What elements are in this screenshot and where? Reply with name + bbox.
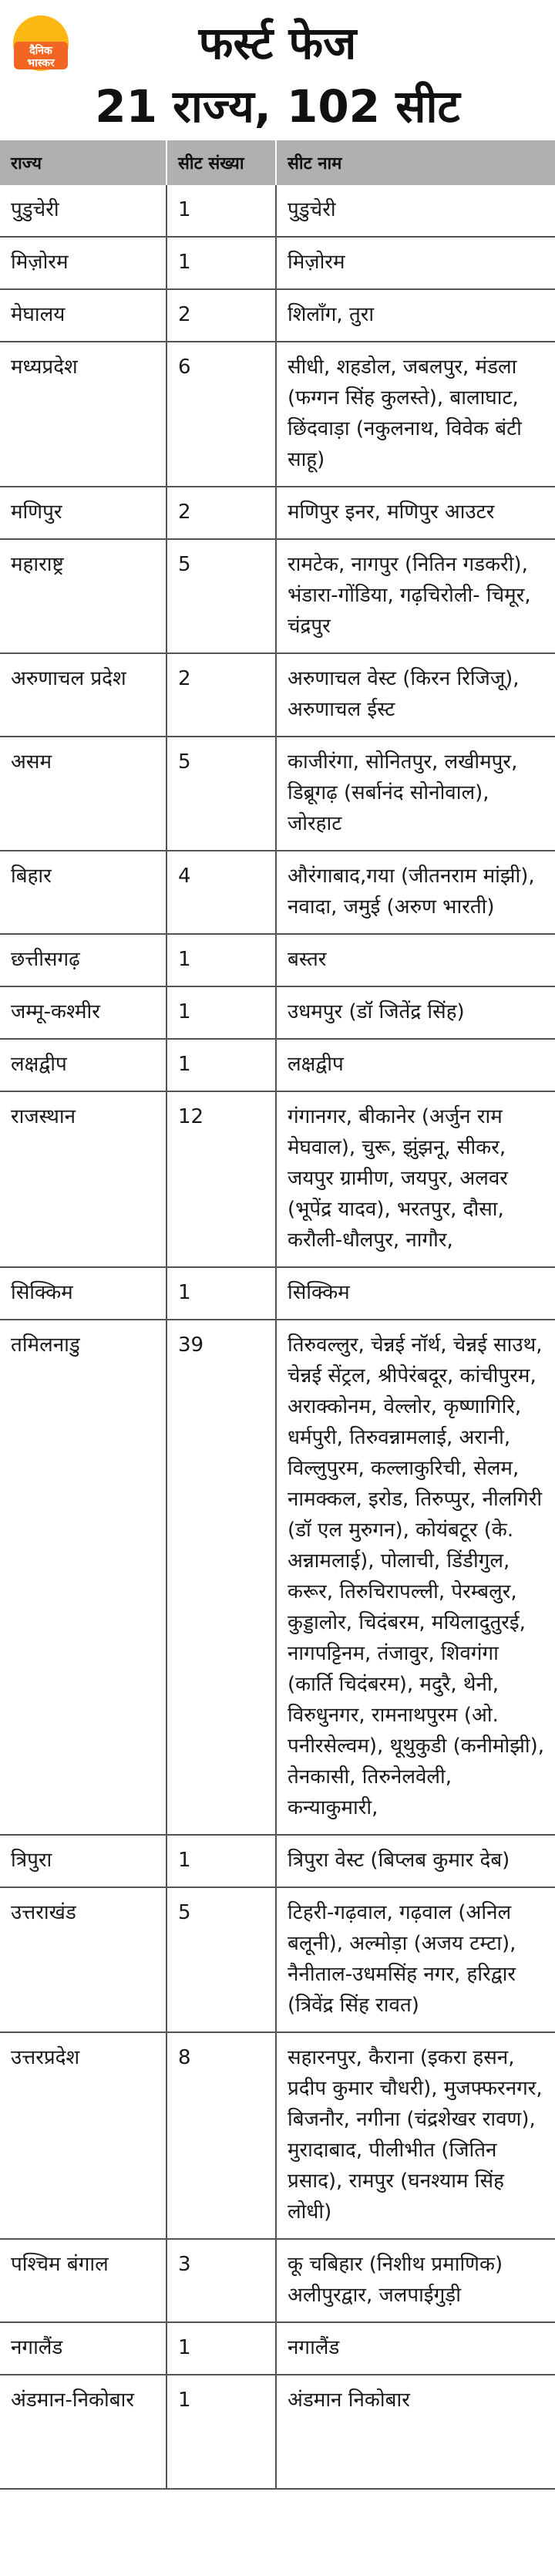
table-row	[0, 237, 555, 289]
state-cell: बिहार	[0, 851, 166, 934]
table-row	[0, 737, 555, 851]
state-cell: असम	[0, 737, 166, 851]
seat-names-cell: तिरुवल्लुर, चेन्नई नॉर्थ, चेन्नई साउथ, चेन्नई सेंट्रल, श्रीपेरंबदूर, कांचीपुरम, अराक्कोनम, वेल्लोर, कृष्णागिरि, धर्मपुरी, तिरुवन्नामलाई, अरानी, विल्लुपुरम, कल्लाकुरिची, सेलम, नामक्कल, इरोड, तिरुप्पुर, नीलगिरी (डॉ एल मुरुगन), कोयंबटूर (के. अन्नामलाई), पोलाची, डिंडीगुल, करूर, तिरुचिरापल्ली, पेरम्बलुर, कुड्डालोर, चिदंबरम, मयिलादुतुरई, नागपट्टिनम, तंजावुर, शिवगंगा (कार्ति चिदंबरम), मदुरै, थेनी, विरुधुनगर, रामनाथपुरम (ओ. पनीरसेल्वम), थूथुकुडी (कनीमोझी), तेनकासी, तिरुनेलवेली, कन्याकुमारी,	[276, 1320, 555, 1835]
seats-table	[0, 140, 555, 2490]
seat-names-cell: शिलॉंग, तुरा	[276, 289, 555, 342]
table-row	[0, 2032, 555, 2239]
seat-count-cell: 1	[166, 1039, 276, 1091]
table-row	[0, 2322, 555, 2375]
state-cell: राजस्थान	[0, 1091, 166, 1267]
seat-count-cell: 39	[166, 1320, 276, 1835]
seat-names-cell: टिहरी-गढ़वाल, गढ़वाल (अनिल बलूनी), अल्मोड़ा (अजय टम्टा), नैनीताल-उधमसिंह नगर, हरिद्वार (त्रिवेंद्र सिंह रावत)	[276, 1887, 555, 2032]
seat-count-cell: 2	[166, 289, 276, 342]
seat-names-cell: मिज़ोरम	[276, 237, 555, 289]
state-cell: सिक्किम	[0, 1267, 166, 1320]
table-row	[0, 185, 555, 237]
seat-count-cell: 2	[166, 653, 276, 737]
seat-names-cell: मणिपुर इनर, मणिपुर आउटर	[276, 487, 555, 539]
seat-names-cell: सिक्किम	[276, 1267, 555, 1320]
seat-count-cell: 3	[166, 2239, 276, 2322]
seat-count-cell: 12	[166, 1091, 276, 1267]
seat-count-cell: 1	[166, 237, 276, 289]
state-cell: पुडुचेरी	[0, 185, 166, 237]
seat-names-cell: त्रिपुरा वेस्ट (बिप्लब कुमार देब)	[276, 1835, 555, 1887]
seat-names-cell: औरंगाबाद,गया (जीतनराम मांझी), नवादा, जमुई (अरुण भारती)	[276, 851, 555, 934]
seat-names-cell: अंडमान निकोबार	[276, 2375, 555, 2489]
table-row	[0, 342, 555, 487]
seat-count-cell: 1	[166, 1267, 276, 1320]
seat-count-cell: 1	[166, 185, 276, 237]
logo-line2: भास्कर	[27, 57, 55, 69]
column-header-seats: सीट नाम	[276, 140, 555, 185]
seat-count-cell: 1	[166, 934, 276, 986]
state-cell: उत्तराखंड	[0, 1887, 166, 2032]
table-row	[0, 1091, 555, 1267]
seat-count-cell: 2	[166, 487, 276, 539]
seat-names-cell: बस्तर	[276, 934, 555, 986]
header	[0, 0, 555, 140]
table-row	[0, 1887, 555, 2032]
state-cell: मणिपुर	[0, 487, 166, 539]
table-row	[0, 539, 555, 653]
seat-names-cell: सहारनपुर, कैराना (इकरा हसन, प्रदीप कुमार चौधरी), मुजफ्फरनगर, बिजनौर, नगीना (चंद्रशेखर रावण), मुरादाबाद, पीलीभीत (जितिन प्रसाद), रामपुर (घनश्याम सिंह लोधी)	[276, 2032, 555, 2239]
table-row	[0, 2375, 555, 2489]
seat-names-cell: काजीरंगा, सोनितपुर, लखीमपुर, डिब्रूगढ़ (सर्बानंद सोनोवाल), जोरहाट	[276, 737, 555, 851]
state-cell: मध्यप्रदेश	[0, 342, 166, 487]
table-row	[0, 1835, 555, 1887]
seat-names-cell: रामटेक, नागपुर (नितिन गडकरी), भंडारा-गोंडिया, गढ़चिरोली- चिमूर, चंद्रपुर	[276, 539, 555, 653]
state-cell: छत्तीसगढ़	[0, 934, 166, 986]
state-cell: त्रिपुरा	[0, 1835, 166, 1887]
seat-names-cell: अरुणाचल वेस्ट (किरन रिजिजू), अरुणाचल ईस्ट	[276, 653, 555, 737]
seat-count-cell: 6	[166, 342, 276, 487]
table-row	[0, 986, 555, 1039]
state-cell: लक्षद्वीप	[0, 1039, 166, 1091]
seat-count-cell: 4	[166, 851, 276, 934]
table-row	[0, 1320, 555, 1835]
state-cell: अरुणाचल प्रदेश	[0, 653, 166, 737]
page-subtitle: 21 राज्य, 102 सीट	[95, 80, 460, 133]
seat-names-cell: कू चबिहार (निशीथ प्रमाणिक) अलीपुरद्वार, जलपाईगुड़ी	[276, 2239, 555, 2322]
seat-count-cell: 5	[166, 539, 276, 653]
state-cell: पश्चिम बंगाल	[0, 2239, 166, 2322]
column-header-count: सीट संख्या	[166, 140, 276, 185]
seat-names-cell: सीधी, शहडोल, जबलपुर, मंडला (फग्गन सिंह कुलस्ते), बालाघाट, छिंदवाड़ा (नकुलनाथ, विवेक बंटी साहू)	[276, 342, 555, 487]
seat-names-cell: उधमपुर (डॉ जितेंद्र सिंह)	[276, 986, 555, 1039]
seat-names-cell: नगालैंड	[276, 2322, 555, 2375]
table-row	[0, 1039, 555, 1091]
seat-count-cell: 5	[166, 1887, 276, 2032]
table-row	[0, 2239, 555, 2322]
logo-line1: दैनिक	[29, 45, 52, 57]
seat-count-cell: 1	[166, 2375, 276, 2489]
table-row	[0, 487, 555, 539]
state-cell: मेघालय	[0, 289, 166, 342]
seat-names-cell: गंगानगर, बीकानेर (अर्जुन राम मेघवाल), चुरू, झुंझनू, सीकर, जयपुर ग्रामीण, जयपुर, अलवर (भूपेंद्र यादव), भरतपुर, दौसा, करौली-धौलपुर, नागौर,	[276, 1091, 555, 1267]
state-cell: मिज़ोरम	[0, 237, 166, 289]
state-cell: जम्मू-कश्मीर	[0, 986, 166, 1039]
table-row	[0, 653, 555, 737]
seat-count-cell: 1	[166, 2322, 276, 2375]
seat-count-cell: 1	[166, 986, 276, 1039]
table-row	[0, 1267, 555, 1320]
state-cell: महाराष्ट्र	[0, 539, 166, 653]
seat-count-cell: 8	[166, 2032, 276, 2239]
seat-count-cell: 5	[166, 737, 276, 851]
table-header	[0, 140, 555, 185]
table-row	[0, 851, 555, 934]
table-row	[0, 289, 555, 342]
page-title: फर्स्ट फेज	[198, 17, 357, 69]
state-cell: तमिलनाडु	[0, 1320, 166, 1835]
seat-count-cell: 1	[166, 1835, 276, 1887]
table-body	[0, 185, 555, 2489]
state-cell: अंडमान-निकोबार	[0, 2375, 166, 2489]
table-row	[0, 934, 555, 986]
state-cell: उत्तरप्रदेश	[0, 2032, 166, 2239]
seat-names-cell: पुडुचेरी	[276, 185, 555, 237]
column-header-state: राज्य	[0, 140, 166, 185]
seat-names-cell: लक्षद्वीप	[276, 1039, 555, 1091]
state-cell: नगालैंड	[0, 2322, 166, 2375]
